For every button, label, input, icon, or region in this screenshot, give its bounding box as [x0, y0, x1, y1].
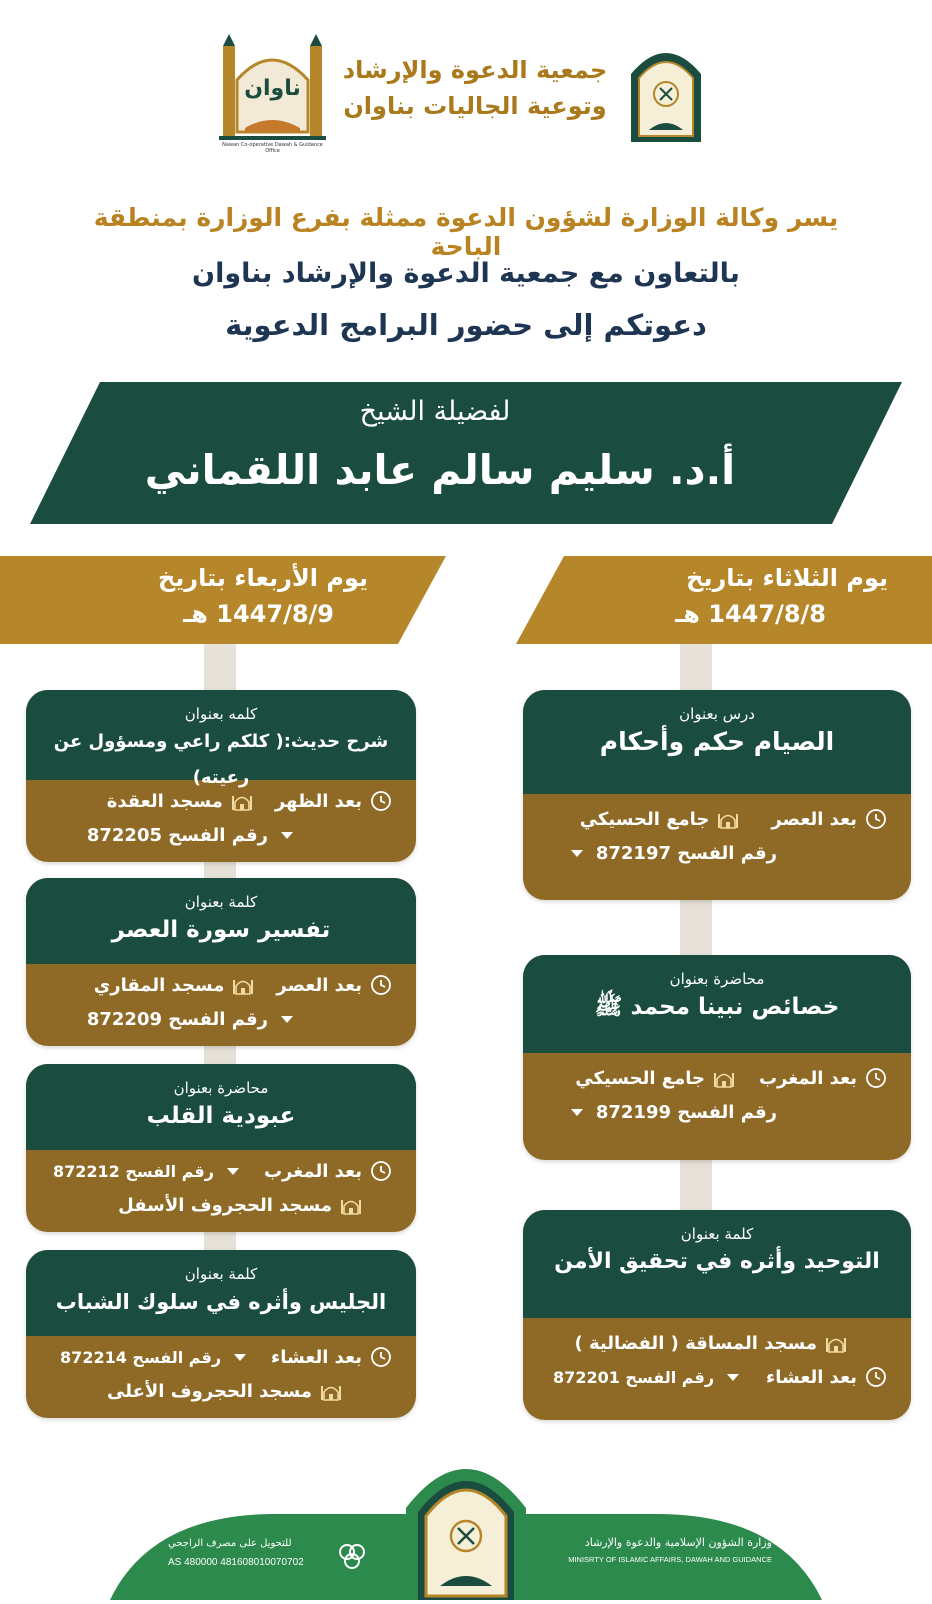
event-mosque-row — [50, 1374, 342, 1408]
mosque-icon — [713, 1067, 735, 1089]
tuesday-label: يوم الثلاثاء بتاريخ — [686, 564, 888, 592]
wednesday-label: يوم الأربعاء بتاريخ — [157, 564, 368, 592]
chevron-down-icon — [276, 1008, 298, 1030]
event-mosque: جامع الحسيكي — [579, 808, 710, 830]
mosque-icon — [717, 808, 739, 830]
event-code-row — [547, 1095, 777, 1129]
event-mosque: مسجد الحجروف الأعلى — [107, 1380, 312, 1402]
event-card[interactable] — [523, 955, 911, 1160]
chevron-down-icon — [566, 842, 588, 864]
mosque-icon — [231, 790, 253, 812]
event-mosque: مسجد المساقة ( الفضالية ) — [574, 1332, 817, 1354]
clock-icon — [865, 1067, 887, 1089]
event-mosque: مسجد العقدة — [106, 790, 223, 812]
event-code: رقم الفسح 872209 — [86, 1008, 268, 1030]
event-time: بعد العشاء — [766, 1366, 857, 1388]
org-name-line2: وتوعية الجاليات بناوان — [343, 92, 607, 120]
footer-ministry-en: MINISRTY OF ISLAMIC AFFAIRS, DAWAH AND GUIDANCE — [568, 1555, 772, 1564]
event-title: شرح حديث:( كلكم راعي ومسؤول عن رعيته) — [53, 731, 389, 788]
event-code: رقم الفسح 872197 — [595, 842, 777, 864]
event-time: بعد العصر — [276, 974, 362, 996]
event-type: محاضرة بعنوان — [669, 970, 765, 988]
event-title: تفسير سورة العصر — [111, 917, 331, 943]
event-mosque-row — [547, 1326, 887, 1360]
event-title: عبودية القلب — [146, 1103, 296, 1129]
clock-icon — [370, 1160, 392, 1182]
wednesday-date: 1447/8/9 هـ — [183, 600, 334, 628]
chevron-down-icon — [566, 1101, 588, 1123]
clock-icon — [370, 1346, 392, 1368]
event-mosque: مسجد المقاري — [93, 974, 225, 996]
chevron-down-icon — [222, 1160, 244, 1182]
event-type: كلمة بعنوان — [184, 893, 258, 911]
ministry-emblem-icon — [625, 38, 707, 148]
org-name — [340, 52, 610, 124]
event-code: رقم الفسح 872212 — [52, 1161, 214, 1181]
mosque-icon — [340, 1194, 362, 1216]
clock-icon — [865, 808, 887, 830]
event-time-row — [50, 1340, 392, 1374]
mosque-icon — [825, 1332, 847, 1354]
nawan-logo — [215, 32, 330, 152]
event-card[interactable] — [26, 690, 416, 862]
event-time: بعد العشاء — [271, 1346, 362, 1368]
clock-icon — [865, 1366, 887, 1388]
event-time-row — [50, 968, 392, 1002]
chevron-down-icon — [722, 1366, 744, 1388]
intro-line3: دعوتكم إلى حضور البرامج الدعوية — [225, 308, 707, 342]
footer-bank-account: AS 480000 481608010070702 — [168, 1557, 304, 1568]
sheikh-title: لفضيلة الشيخ — [359, 396, 511, 427]
chevron-down-icon — [276, 824, 298, 846]
event-time: بعد المغرب — [758, 1067, 857, 1089]
bank-icon — [336, 1540, 368, 1572]
event-card[interactable] — [523, 1210, 911, 1420]
event-code: رقم الفسح 872205 — [86, 824, 268, 846]
event-code: رقم الفسح 872199 — [595, 1101, 777, 1123]
event-card[interactable] — [26, 1064, 416, 1232]
org-name-line1: جمعية الدعوة والإرشاد — [342, 56, 608, 84]
wednesday-header — [0, 556, 446, 644]
event-time-row — [547, 1061, 887, 1095]
event-card[interactable] — [523, 690, 911, 900]
event-title: خصائص نبينا محمد ﷺ — [594, 994, 840, 1020]
event-time-row — [50, 1154, 392, 1188]
mosque-icon — [320, 1380, 342, 1402]
event-code-row — [547, 836, 777, 870]
intro-line1: يسر وكالة الوزارة لشؤون الدعوة ممثلة بفرع الوزارة بمنطقة الباحة — [93, 203, 839, 261]
chevron-down-icon — [229, 1346, 251, 1368]
event-mosque: مسجد الحجروف الأسفل — [118, 1194, 332, 1216]
event-type: كلمه بعنوان — [184, 705, 258, 723]
tuesday-header — [516, 556, 932, 644]
event-code: رقم الفسح 872214 — [60, 1347, 222, 1367]
event-time: بعد الظهر — [274, 790, 362, 812]
intro-line2: بالتعاون مع جمعية الدعوة والإرشاد بناوان — [192, 258, 740, 289]
event-time-row — [547, 802, 887, 836]
event-card[interactable] — [26, 878, 416, 1046]
footer-ministry-ar: وزارة الشؤون الإسلامية والدعوة والإرشاد — [584, 1536, 772, 1549]
event-title: الصيام حكم وأحكام — [599, 727, 835, 756]
event-time-row — [547, 1360, 887, 1394]
tuesday-date: 1447/8/8 هـ — [675, 600, 826, 628]
event-title: التوحيد وأثره في تحقيق الأمن — [554, 1249, 880, 1274]
event-card[interactable] — [26, 1250, 416, 1418]
footer-bank-label: للتحويل على مصرف الراجحي — [168, 1538, 292, 1549]
event-type: درس بعنوان — [679, 705, 755, 723]
sheikh-name: أ.د. سليم سالم عابد اللقماني — [144, 446, 736, 494]
event-code: رقم الفسح 872201 — [553, 1367, 715, 1387]
event-type: محاضرة بعنوان — [173, 1079, 269, 1097]
event-code-row — [50, 818, 298, 852]
event-mosque: جامع الحسيكي — [575, 1067, 705, 1089]
event-mosque-row — [50, 1188, 362, 1222]
ministry-emblem-icon — [396, 1438, 536, 1600]
event-time: بعد العصر — [771, 808, 857, 830]
logo-word: ناوان — [244, 76, 301, 101]
event-time: بعد المغرب — [263, 1160, 362, 1182]
event-type: كلمة بعنوان — [184, 1265, 258, 1283]
logo-caption: Nawan Co-operative Dawah & Guidance Office — [222, 142, 323, 154]
clock-icon — [370, 790, 392, 812]
event-type: كلمة بعنوان — [680, 1225, 754, 1243]
event-code-row — [50, 1002, 298, 1036]
clock-icon — [370, 974, 392, 996]
mosque-icon — [232, 974, 254, 996]
event-title: الجليس وأثره في سلوك الشباب — [55, 1290, 387, 1314]
